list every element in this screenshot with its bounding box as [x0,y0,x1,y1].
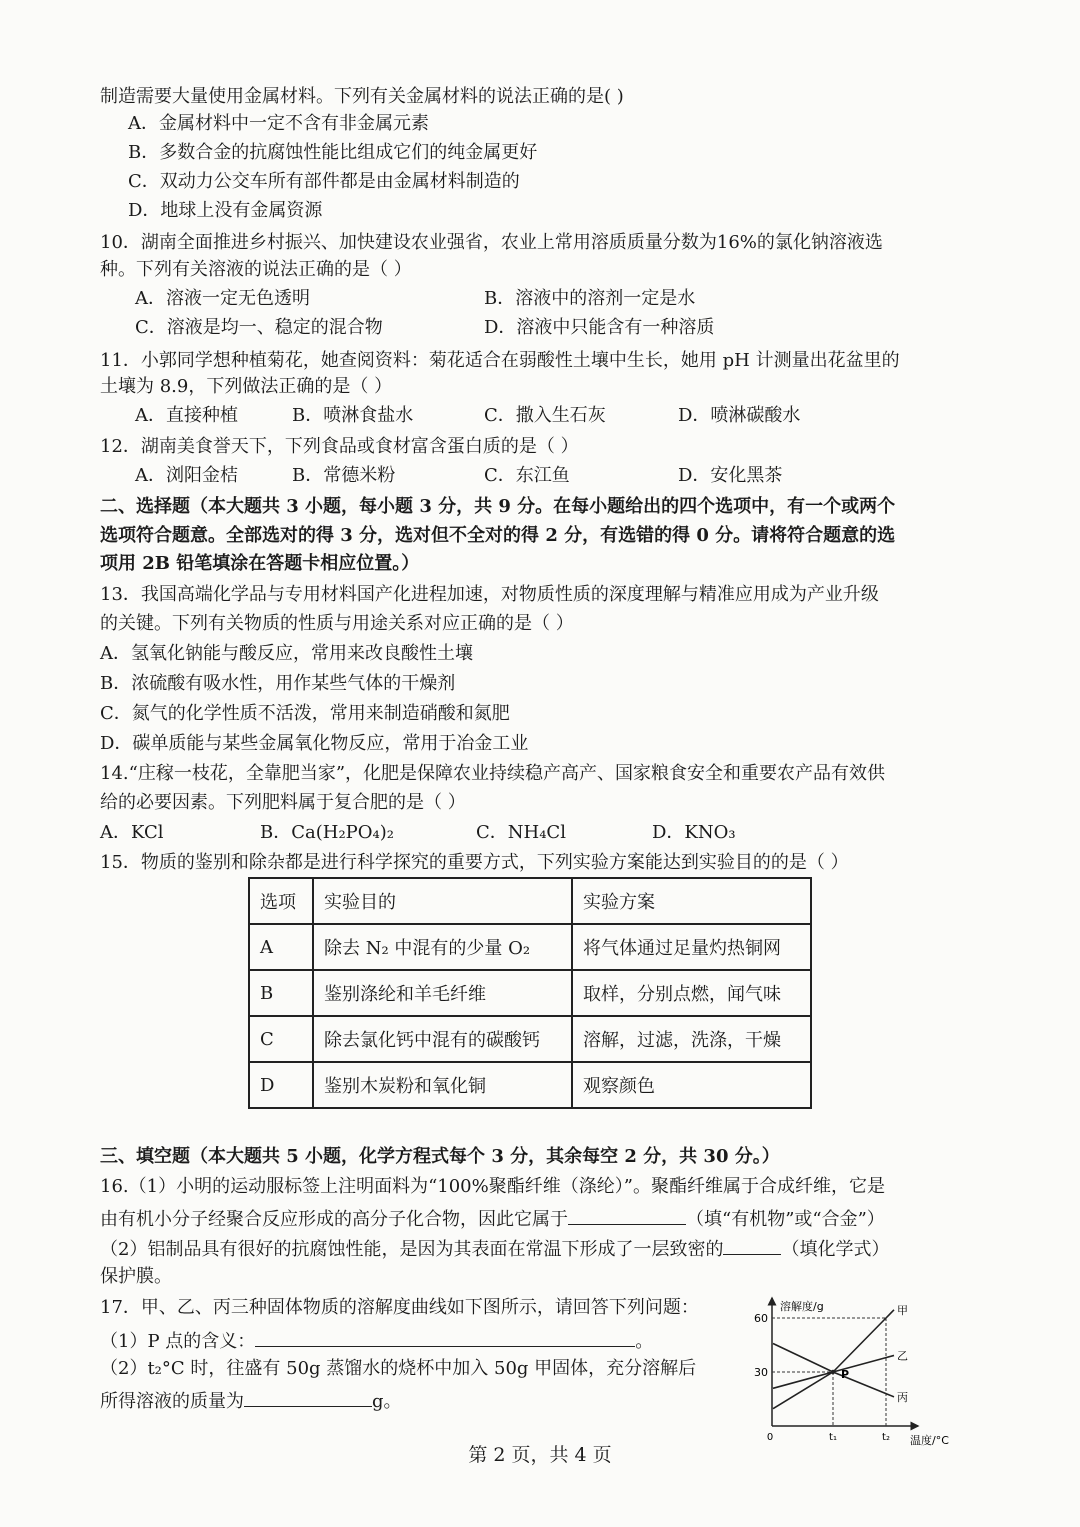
table-cell: C [249,1016,313,1062]
point-label: P [841,1368,850,1381]
x-axis-label: 温度/°C [910,1434,949,1447]
table-row [249,924,811,970]
x-tick-label: t₁ [829,1432,837,1443]
table-cell: 除去 N₂ 中混有的少量 O₂ [313,924,572,970]
q10-stem-line1: 10．湖南全面推进乡村振兴、加快建设农业强省，农业上常用溶质质量分数为16%的氯化钠溶液选 [100,232,883,253]
series-label: 甲 [897,1303,908,1317]
table-cell: D [249,1062,313,1108]
table-cell: 除去氯化钙中混有的碳酸钙 [313,1016,572,1062]
q12-option-c: C．东江鱼 [484,465,570,486]
table-header-row [249,878,811,924]
table-cell: 鉴别木炭粉和氧化铜 [313,1062,572,1108]
q12-option-b: B．常德米粉 [292,465,396,486]
q13-option-a: A．氢氧化钠能与酸反应，常用来改良酸性土壤 [100,643,473,664]
table-row [249,1016,811,1062]
q16-answer-blank-2[interactable] [723,1238,781,1255]
q10-option-a: A．溶液一定无色透明 [135,288,310,309]
y-axis-label: 溶解度/g [780,1300,824,1313]
q10-option-d: D．溶液中只能含有一种溶质 [484,317,715,338]
table-cell: 溶解，过滤，洗涤，干燥 [572,1016,811,1062]
q16-line1: 16.（1）小明的运动服标签上注明面料为“100%聚酯纤维（涤纶）”。聚酯纤维属于合成纤维，它是 [100,1176,885,1197]
series-label: 丙 [897,1390,908,1404]
table-row [249,970,811,1016]
q9-option-b: B．多数合金的抗腐蚀性能比组成它们的纯金属更好 [128,142,538,163]
q16-line2 [100,1208,885,1229]
q16-answer-blank-1[interactable] [568,1208,686,1225]
q14-stem-line2: 给的必要因素。下列肥料属于复合肥的是（ ） [100,792,466,813]
intersection-point [831,1370,835,1374]
series-label: 乙 [897,1349,908,1363]
table-header-cell: 实验目的 [313,878,572,924]
q17-stem: 17．甲、乙、丙三种固体物质的溶解度曲线如下图所示，请回答下列问题： [100,1297,699,1318]
x-tick-label: t₂ [882,1432,890,1443]
q15-table [248,877,812,1109]
table-cell: A [249,924,313,970]
q16-line3-text: （2）铝制品具有很好的抗腐蚀性能，是因为其表面在常温下形成了一层致密的 [100,1239,724,1260]
section2-heading-line3: 项用 2B 铅笔填涂在答题卡相应位置。） [100,553,420,574]
y-tick-label: 30 [754,1366,768,1379]
q16-line3-hint: （填化学式） [781,1239,890,1260]
q11-stem-line2: 土壤为 8.9，下列做法正确的是（ ） [100,376,393,397]
q17-part1 [100,1330,653,1351]
q17-part2-unit: g。 [372,1391,402,1412]
q17-part2-line1: （2）t₂°C 时，往盛有 50g 蒸馏水的烧杯中加入 50g 甲固体，充分溶解后 [100,1358,697,1379]
q11-option-a: A．直接种植 [135,405,238,426]
q16-line2-text: 由有机小分子经聚合反应形成的高分子化合物，因此它属于 [100,1209,568,1230]
q14-option-c: C．NH₄Cl [476,822,566,843]
q16-line2-hint: （填“有机物”或“合金”） [686,1209,885,1230]
solubility-chart [738,1288,970,1450]
q14-option-a: A．KCl [100,822,164,843]
q12-option-d: D．安化黑茶 [678,465,783,486]
q17-part1-text: （1）P 点的含义： [100,1331,256,1352]
q10-option-b: B．溶液中的溶剂一定是水 [484,288,696,309]
q16-line3 [100,1238,889,1259]
table-cell: 鉴别涤纶和羊毛纤维 [313,970,572,1016]
q16-line4: 保护膜。 [100,1266,172,1287]
q12-stem: 12．湖南美食誉天下，下列食品或食材富含蛋白质的是（ ） [100,436,579,457]
q11-option-b: B．喷淋食盐水 [292,405,414,426]
q9-option-c: C．双动力公交车所有部件都是由金属材料制造的 [128,171,520,192]
q11-option-c: C．撒入生石灰 [484,405,606,426]
section2-heading-line2: 选项符合题意。全部选对的得 3 分，选对但不全对的得 2 分，有选错的得 0 分。请将符合题意的选 [100,525,896,546]
q11-option-d: D．喷淋碳酸水 [678,405,801,426]
q13-option-d: D．碳单质能与某些金属氧化物反应，常用于冶金工业 [100,733,529,754]
table-header-cell: 实验方案 [572,878,811,924]
page-footer: 第 2 页，共 4 页 [468,1444,612,1466]
q17-part2-line2 [100,1390,402,1411]
q15-stem: 15．物质的鉴别和除杂都是进行科学探究的重要方式，下列实验方案能达到实验目的的是（ ） [100,852,849,873]
q13-option-b: B．浓硫酸有吸水性，用作某些气体的干燥剂 [100,673,456,694]
q12-option-a: A．浏阳金桔 [135,465,238,486]
q9-option-d: D．地球上没有金属资源 [128,200,323,221]
q14-option-b: B．Ca(H₂PO₄)₂ [260,822,394,843]
q17-answer-blank-2[interactable] [244,1390,372,1407]
q13-option-c: C．氮气的化学性质不活泼，常用来制造硝酸和氮肥 [100,703,510,724]
q10-option-c: C．溶液是均一、稳定的混合物 [135,317,383,338]
table-cell: B [249,970,313,1016]
table-header-cell: 选项 [249,878,313,924]
q13-stem-line2: 的关键。下列有关物质的性质与用途关系对应正确的是（ ） [100,613,574,634]
table-cell: 观察颜色 [572,1062,811,1108]
q10-stem-line2: 种。下列有关溶液的说法正确的是（ ） [100,259,412,280]
q13-stem-line1: 13．我国高端化学品与专用材料国产化进程加速，对物质性质的深度理解与精准应用成为产业升级 [100,584,879,605]
section2-heading-line1: 二、选择题（本大题共 3 小题，每小题 3 分，共 9 分。在每小题给出的四个选项中，有一个或两个 [100,496,896,517]
table-row [249,1062,811,1108]
table-cell: 将气体通过足量灼热铜网 [572,924,811,970]
q9-option-a: A．金属材料中一定不含有非金属元素 [128,113,429,134]
q17-answer-blank-1[interactable] [255,1330,635,1347]
q11-stem-line1: 11．小郭同学想种植菊花，她查阅资料：菊花适合在弱酸性土壤中生长，她用 pH 计测量出花盆里的 [100,350,900,371]
q17-part2-text: 所得溶液的质量为 [100,1391,244,1412]
section3-heading: 三、填空题（本大题共 5 小题，化学方程式每个 3 分，其余每空 2 分，共 30 分。） [100,1146,780,1167]
q14-option-d: D．KNO₃ [652,822,736,843]
x-tick-label: 0 [766,1432,774,1443]
y-tick-label: 60 [754,1312,768,1325]
q17-part1-end: 。 [635,1331,654,1352]
table-cell: 取样，分别点燃，闻气味 [572,970,811,1016]
q9-stem: 制造需要大量使用金属材料。下列有关金属材料的说法正确的是( ) [100,86,624,107]
q14-stem-line1: 14.“庄稼一枝花，全靠肥当家”，化肥是保障农业持续稳产高产、国家粮食安全和重要农产品有效供 [100,763,886,784]
